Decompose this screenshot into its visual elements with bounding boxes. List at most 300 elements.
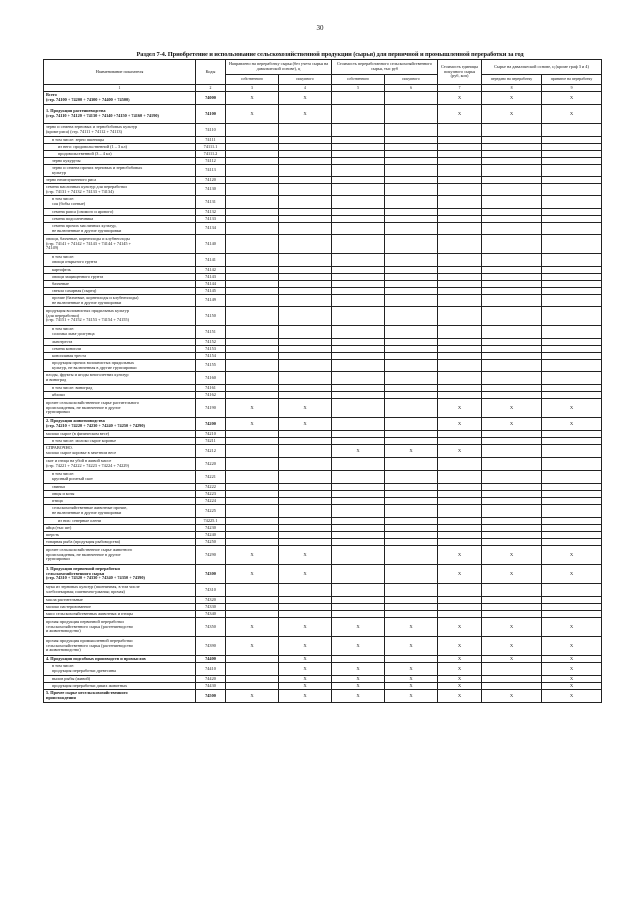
crossed-cell: X	[385, 445, 438, 458]
data-cell	[542, 385, 602, 392]
indicator-code: 74222	[196, 484, 226, 491]
indicator-code: 74240	[196, 532, 226, 539]
data-cell	[385, 184, 438, 196]
data-cell	[542, 209, 602, 216]
indicator-name: масла растительные	[44, 597, 196, 604]
crossed-cell: X	[438, 546, 482, 565]
table-row	[44, 295, 602, 307]
data-cell	[482, 124, 542, 137]
data-cell	[438, 491, 482, 498]
data-cell	[226, 656, 279, 663]
indicator-name: шерсть	[44, 532, 196, 539]
data-cell	[542, 392, 602, 399]
data-cell	[542, 144, 602, 151]
data-cell	[279, 611, 332, 618]
data-cell	[385, 604, 438, 611]
data-cell	[226, 683, 279, 690]
crossed-cell: X	[482, 399, 542, 418]
data-cell	[226, 611, 279, 618]
data-cell	[482, 683, 542, 690]
crossed-cell: X	[438, 656, 482, 663]
data-cell	[385, 505, 438, 518]
column-number: 4	[279, 85, 332, 92]
indicator-code: 74430	[196, 683, 226, 690]
data-cell	[482, 392, 542, 399]
table-row	[44, 177, 602, 184]
data-cell	[542, 484, 602, 491]
data-cell	[226, 491, 279, 498]
data-cell	[542, 216, 602, 223]
indicator-code: 74111	[196, 137, 226, 144]
data-cell	[542, 177, 602, 184]
table-row	[44, 611, 602, 618]
data-cell	[226, 288, 279, 295]
data-cell	[482, 532, 542, 539]
data-cell	[279, 372, 332, 385]
data-cell	[279, 288, 332, 295]
indicator-code: 74300	[196, 565, 226, 584]
data-cell	[279, 151, 332, 158]
data-cell	[332, 346, 385, 353]
data-cell	[332, 597, 385, 604]
data-cell	[279, 491, 332, 498]
data-cell	[482, 458, 542, 471]
indicator-code: 74224	[196, 498, 226, 505]
data-cell	[482, 137, 542, 144]
data-cell	[482, 235, 542, 254]
data-cell	[438, 360, 482, 372]
crossed-cell: X	[385, 676, 438, 683]
data-cell	[542, 604, 602, 611]
data-cell	[279, 295, 332, 307]
table-row	[44, 498, 602, 505]
indicator-code: 74134	[196, 223, 226, 235]
indicator-code: 74133	[196, 216, 226, 223]
data-cell	[279, 604, 332, 611]
crossed-cell: X	[279, 676, 332, 683]
data-cell	[226, 267, 279, 274]
data-cell	[332, 431, 385, 438]
table-row	[44, 683, 602, 690]
data-cell	[482, 372, 542, 385]
data-cell	[226, 458, 279, 471]
crossed-cell: X	[332, 663, 385, 676]
indicator-name: свиньи	[44, 484, 196, 491]
data-cell	[438, 532, 482, 539]
indicator-name: зерно нешелушенного риса	[44, 177, 196, 184]
data-cell	[332, 137, 385, 144]
data-cell	[385, 399, 438, 418]
data-cell	[385, 151, 438, 158]
indicator-code: 74230	[196, 525, 226, 532]
data-cell	[226, 471, 279, 484]
data-cell	[279, 445, 332, 458]
crossed-cell: X	[482, 418, 542, 431]
data-cell	[385, 223, 438, 235]
data-cell	[279, 438, 332, 445]
data-cell	[332, 165, 385, 177]
data-cell	[385, 418, 438, 431]
data-cell	[438, 484, 482, 491]
indicator-name: семена масличных культур для переработки (стр. 74131 + 74132 + 74133 + 74134)	[44, 184, 196, 196]
header-unit-cost: Стоимость единицы покупного сырья (руб, коп)	[438, 60, 482, 85]
data-cell	[438, 525, 482, 532]
data-cell	[279, 360, 332, 372]
data-cell	[385, 346, 438, 353]
data-cell	[542, 346, 602, 353]
data-cell	[226, 223, 279, 235]
data-cell	[482, 611, 542, 618]
data-cell	[226, 184, 279, 196]
data-cell	[542, 326, 602, 339]
table-row	[44, 392, 602, 399]
data-cell	[332, 438, 385, 445]
data-cell	[279, 532, 332, 539]
indicator-code: 74212	[196, 445, 226, 458]
data-cell	[482, 445, 542, 458]
data-cell	[226, 326, 279, 339]
data-cell	[385, 546, 438, 565]
data-cell	[332, 339, 385, 346]
table-row	[44, 165, 602, 177]
data-cell	[482, 498, 542, 505]
data-cell	[279, 158, 332, 165]
data-cell	[385, 491, 438, 498]
data-cell	[226, 165, 279, 177]
data-cell	[542, 471, 602, 484]
data-cell	[438, 158, 482, 165]
table-row	[44, 471, 602, 484]
indicator-name: вылов рыбы (живой)	[44, 676, 196, 683]
data-cell	[332, 399, 385, 418]
data-cell	[332, 518, 385, 525]
indicator-name: овощи, бахчевые, корнеплоды и клубнеплоды (стр. 74141 + 74142 + 74143 + 74144 + 74145 + 74149)	[44, 235, 196, 254]
indicator-name: в том числе: овощи открытого грунта	[44, 254, 196, 267]
crossed-cell: X	[226, 418, 279, 431]
indicator-code: 74111.2	[196, 151, 226, 158]
crossed-cell: X	[542, 663, 602, 676]
data-cell	[385, 656, 438, 663]
indicator-code: 74420	[196, 676, 226, 683]
data-cell	[279, 505, 332, 518]
data-cell	[279, 353, 332, 360]
data-cell	[542, 360, 602, 372]
data-cell	[279, 471, 332, 484]
data-cell	[226, 307, 279, 326]
indicator-code: 74161	[196, 385, 226, 392]
indicator-code: 74112	[196, 158, 226, 165]
indicator-name: свекла сахарная (сырец)	[44, 288, 196, 295]
data-cell	[332, 372, 385, 385]
data-cell	[438, 137, 482, 144]
indicator-name: в том числе: крупный рогатый скот	[44, 471, 196, 484]
table-row	[44, 676, 602, 683]
indicator-name: из него: продовольственной (1 – 3 кл)	[44, 144, 196, 151]
data-cell	[385, 372, 438, 385]
crossed-cell: X	[279, 418, 332, 431]
data-cell	[226, 295, 279, 307]
crossed-cell: X	[332, 683, 385, 690]
crossed-cell: X	[226, 399, 279, 418]
crossed-cell: X	[438, 105, 482, 124]
indicator-code: 74155	[196, 360, 226, 372]
indicator-name: семена рапса (озимого и ярового)	[44, 209, 196, 216]
indicator-name: СПРАВОЧНО. молоко сырое коровье в зачетном весе	[44, 445, 196, 458]
table-row	[44, 274, 602, 281]
data-cell	[438, 498, 482, 505]
data-cell	[226, 254, 279, 267]
data-cell	[385, 539, 438, 546]
data-cell	[542, 353, 602, 360]
data-cell	[332, 546, 385, 565]
indicator-name: яйца (тыс шт)	[44, 525, 196, 532]
crossed-cell: X	[438, 618, 482, 637]
crossed-cell: X	[385, 637, 438, 656]
data-cell	[482, 223, 542, 235]
data-cell	[226, 604, 279, 611]
data-cell	[385, 267, 438, 274]
crossed-cell: X	[438, 399, 482, 418]
indicator-code: 74140	[196, 235, 226, 254]
column-number: 9	[542, 85, 602, 92]
data-cell	[542, 498, 602, 505]
data-cell	[226, 438, 279, 445]
data-cell	[385, 137, 438, 144]
indicator-code: 74225	[196, 505, 226, 518]
crossed-cell: X	[482, 565, 542, 584]
indicator-code: 74210	[196, 431, 226, 438]
data-cell	[438, 196, 482, 209]
data-cell	[482, 184, 542, 196]
table-row	[44, 458, 602, 471]
crossed-cell: X	[226, 618, 279, 637]
data-cell	[438, 438, 482, 445]
indicator-name: в том числе: виноград	[44, 385, 196, 392]
data-cell	[332, 532, 385, 539]
data-cell	[279, 196, 332, 209]
data-cell	[332, 209, 385, 216]
crossed-cell: X	[279, 546, 332, 565]
crossed-cell: X	[482, 92, 542, 105]
crossed-cell: X	[438, 676, 482, 683]
table-row	[44, 158, 602, 165]
data-cell	[438, 431, 482, 438]
data-cell	[332, 295, 385, 307]
table-row	[44, 235, 602, 254]
table-row	[44, 518, 602, 525]
indicator-code: 74149	[196, 295, 226, 307]
indicator-name: зерно и семена прочих зерновых и зернобобовых культур	[44, 165, 196, 177]
indicator-code: 74142	[196, 267, 226, 274]
data-cell	[482, 584, 542, 597]
data-cell	[279, 209, 332, 216]
table-row	[44, 690, 602, 703]
data-cell	[226, 137, 279, 144]
data-cell	[279, 254, 332, 267]
data-cell	[385, 235, 438, 254]
indicator-name: 3. Продукция первичной переработки сельскохозяйственного сырья (стр. 74310 + 74320 + 74330 + 74340 + 74350 + 74390)	[44, 565, 196, 584]
data-cell	[438, 288, 482, 295]
indicator-name: продукция волокнистых прядильных культур (для переработки) (стр. 74151 + 74152 + 74153 + 74154 + 74155)	[44, 307, 196, 326]
data-cell	[542, 372, 602, 385]
data-cell	[542, 196, 602, 209]
data-cell	[482, 144, 542, 151]
data-cell	[332, 458, 385, 471]
indicator-code: 74160	[196, 372, 226, 385]
header-processed: Направлено на переработку сырья (без учета сырья на давальческой основе), ц	[226, 60, 332, 75]
data-cell	[332, 353, 385, 360]
crossed-cell: X	[279, 618, 332, 637]
data-cell	[332, 177, 385, 184]
data-cell	[332, 385, 385, 392]
data-cell	[279, 184, 332, 196]
crossed-cell: X	[542, 637, 602, 656]
data-cell	[438, 339, 482, 346]
indicator-code: 74225.1	[196, 518, 226, 525]
data-cell	[279, 584, 332, 597]
data-cell	[332, 360, 385, 372]
crossed-cell: X	[438, 418, 482, 431]
crossed-cell: X	[482, 690, 542, 703]
data-cell	[542, 274, 602, 281]
data-cell	[332, 392, 385, 399]
indicator-name: скот и птица на убой в живой массе (стр. 74221 + 74222 + 74223 + 74224 + 74229)	[44, 458, 196, 471]
indicator-code: 74290	[196, 546, 226, 565]
table-row	[44, 663, 602, 676]
table-row	[44, 491, 602, 498]
crossed-cell: X	[438, 637, 482, 656]
column-number: 5	[332, 85, 385, 92]
indicator-code: 74131	[196, 196, 226, 209]
data-cell	[542, 267, 602, 274]
indicator-name: прочая продукция первичной переработки сельскохозяйственного сырья (растениеводство и животноводство)	[44, 618, 196, 637]
header-cost: Стоимость переработанного сельскохозяйственного сырья, тыс руб	[332, 60, 438, 75]
table-row	[44, 565, 602, 584]
indicator-code: 74390	[196, 637, 226, 656]
crossed-cell: X	[332, 618, 385, 637]
data-cell	[385, 458, 438, 471]
indicator-code: 74410	[196, 663, 226, 676]
table-row	[44, 307, 602, 326]
data-cell	[438, 505, 482, 518]
data-cell	[332, 144, 385, 151]
data-cell	[279, 281, 332, 288]
data-cell	[226, 158, 279, 165]
data-cell	[332, 281, 385, 288]
data-cell	[279, 484, 332, 491]
indicator-name: молоко пастеризованное	[44, 604, 196, 611]
data-cell	[226, 498, 279, 505]
table-row	[44, 539, 602, 546]
data-cell	[279, 525, 332, 532]
crossed-cell: X	[385, 618, 438, 637]
crossed-cell: X	[279, 690, 332, 703]
data-cell	[226, 597, 279, 604]
data-cell	[226, 124, 279, 137]
crossed-cell: X	[542, 656, 602, 663]
data-cell	[385, 597, 438, 604]
data-cell	[226, 445, 279, 458]
data-cell	[438, 471, 482, 484]
data-cell	[542, 223, 602, 235]
data-cell	[385, 165, 438, 177]
indicator-name: семена прочих масличных культур, не включенные в другие группировки	[44, 223, 196, 235]
data-cell	[332, 288, 385, 295]
data-cell	[332, 584, 385, 597]
data-cell	[542, 235, 602, 254]
data-cell	[438, 184, 482, 196]
indicator-name: 2. Продукция животноводства (стр. 74210 + 74220 + 74230 + 74240 + 74250 + 74290)	[44, 418, 196, 431]
data-cell	[438, 392, 482, 399]
crossed-cell: X	[226, 565, 279, 584]
crossed-cell: X	[438, 683, 482, 690]
data-cell	[279, 165, 332, 177]
data-cell	[279, 177, 332, 184]
data-cell	[482, 604, 542, 611]
data-cell	[332, 196, 385, 209]
data-cell	[332, 92, 385, 105]
data-cell	[385, 532, 438, 539]
crossed-cell: X	[438, 663, 482, 676]
data-cell	[332, 124, 385, 137]
data-cell	[279, 307, 332, 326]
table-row	[44, 144, 602, 151]
data-cell	[226, 525, 279, 532]
table-row	[44, 385, 602, 392]
data-cell	[226, 372, 279, 385]
data-cell	[482, 346, 542, 353]
crossed-cell: X	[385, 683, 438, 690]
indicator-name: зерно кукурузы	[44, 158, 196, 165]
data-cell	[226, 584, 279, 597]
indicator-code: 74320	[196, 597, 226, 604]
data-cell	[438, 223, 482, 235]
crossed-cell: X	[279, 656, 332, 663]
data-cell	[438, 177, 482, 184]
data-cell	[385, 339, 438, 346]
data-cell	[332, 418, 385, 431]
data-cell	[438, 307, 482, 326]
data-cell	[332, 307, 385, 326]
data-cell	[226, 663, 279, 676]
indicator-code: 74153	[196, 346, 226, 353]
data-cell	[438, 518, 482, 525]
data-cell	[542, 184, 602, 196]
crossed-cell: X	[542, 676, 602, 683]
data-cell	[385, 360, 438, 372]
indicator-name: в том числе: соломка льна-долгунца	[44, 326, 196, 339]
data-cell	[226, 676, 279, 683]
data-cell	[279, 223, 332, 235]
crossed-cell: X	[226, 105, 279, 124]
column-number: 6	[385, 85, 438, 92]
data-cell	[332, 184, 385, 196]
indicator-code: 74113	[196, 165, 226, 177]
indicator-code: 74130	[196, 184, 226, 196]
indicator-code: 74221	[196, 471, 226, 484]
column-number: 7	[438, 85, 482, 92]
data-cell	[226, 339, 279, 346]
data-cell	[438, 326, 482, 339]
data-cell	[482, 597, 542, 604]
table-row	[44, 532, 602, 539]
data-cell	[482, 326, 542, 339]
table-row	[44, 604, 602, 611]
data-cell	[226, 505, 279, 518]
indicator-name: товарная рыба (продукция рыбоводства)	[44, 539, 196, 546]
data-cell	[542, 137, 602, 144]
data-cell	[279, 597, 332, 604]
